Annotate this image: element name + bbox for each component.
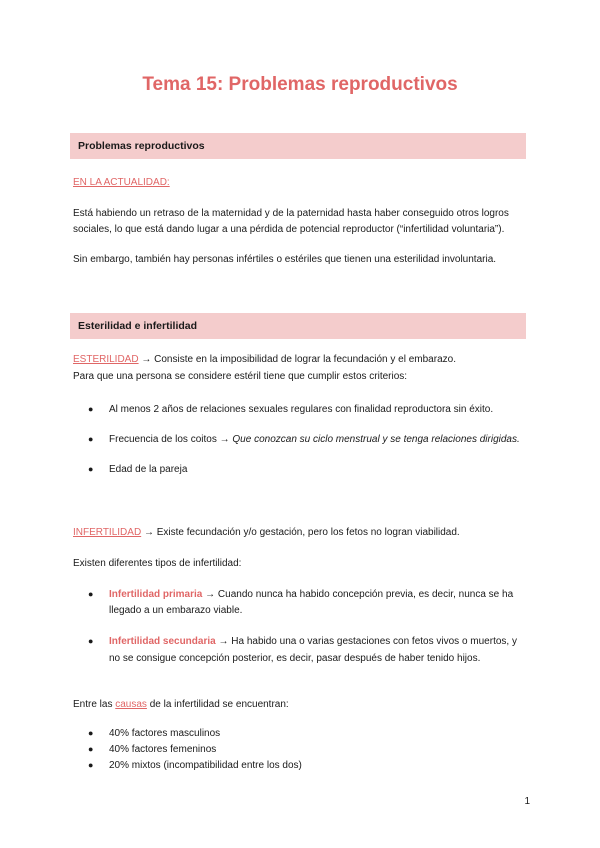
bullet-icon: ● <box>88 404 94 414</box>
list-item: 20% mixtos (incompatibilidad entre los dos) <box>109 760 302 771</box>
list-item: Edad de la pareja <box>109 464 188 475</box>
causes-post: de la infertilidad se encuentran: <box>146 699 289 710</box>
list-item <box>109 633 529 650</box>
paragraph: Sin embargo, también hay personas infértiles o estériles que tienen una esterilidad involuntaria. <box>73 254 497 265</box>
bullet-icon: ● <box>88 434 94 444</box>
list-item: 40% factores masculinos <box>109 728 221 739</box>
definition-text: → Existe fecundación y/o gestación, pero los fetos no logran viabilidad. <box>141 527 460 538</box>
list-item-continuation: no se consigue concepción posterior, es decir, pasar después de haber tenido hijos. <box>109 653 481 664</box>
causes-intro <box>73 696 533 713</box>
list-item-text: → Cuando nunca ha habido concepción previa, es decir, nunca se ha <box>202 589 514 600</box>
types-intro: Existen diferentes tipos de infertilidad: <box>73 558 242 569</box>
section-heading-problemas: Problemas reproductivos <box>70 133 526 159</box>
bullet-icon: ● <box>88 589 94 599</box>
bullet-icon: ● <box>88 744 94 754</box>
bullet-icon: ● <box>88 728 94 738</box>
list-item: 40% factores femeninos <box>109 744 217 755</box>
list-item-italic: Que conozcan su ciclo menstrual y se tenga relaciones dirigidas. <box>232 434 520 445</box>
term-infertilidad-secundaria: Infertilidad secundaria <box>109 636 216 647</box>
definition-text: → Consiste en la imposibilidad de lograr la fecundación y el embarazo. <box>138 354 456 365</box>
page-number: 1 <box>524 796 530 807</box>
paragraph-line: sociales, lo que está dando lugar a una pérdida de potencial reproductor (“infertilidad voluntaria”). <box>73 224 505 235</box>
term-causas: causas <box>115 699 147 710</box>
bullet-icon: ● <box>88 760 94 770</box>
list-item-continuation: llegado a un embarazo viable. <box>109 605 243 616</box>
list-item: Al menos 2 años de relaciones sexuales regulares con finalidad reproductora sin éxito. <box>109 404 494 415</box>
page-title: Tema 15: Problemas reproductivos <box>142 74 458 95</box>
list-item-text: → Ha habido una o varias gestaciones con fetos vivos o muertos, y <box>215 636 517 647</box>
list-item <box>109 431 529 448</box>
causes-pre: Entre las <box>73 699 116 710</box>
term-infertilidad: INFERTILIDAD <box>73 527 142 538</box>
term-infertilidad-primaria: Infertilidad primaria <box>109 589 203 600</box>
bullet-icon: ● <box>88 636 94 646</box>
criteria-intro: Para que una persona se considere estéril tiene que cumplir estos criterios: <box>73 371 408 382</box>
bullet-icon: ● <box>88 464 94 474</box>
label-text: EN LA ACTUALIDAD: <box>73 177 170 188</box>
paragraph-line: Está habiendo un retraso de la maternidad y de la paternidad hasta haber conseguido otros logros <box>73 208 509 219</box>
list-item <box>109 586 529 603</box>
definition-esterilidad <box>73 351 533 368</box>
definition-infertilidad <box>73 524 533 541</box>
term-esterilidad: ESTERILIDAD <box>73 354 139 365</box>
list-item-text: Frecuencia de los coitos → <box>109 434 233 445</box>
section-heading-esterilidad: Esterilidad e infertilidad <box>70 313 526 339</box>
label-en-la-actualidad <box>73 174 533 191</box>
